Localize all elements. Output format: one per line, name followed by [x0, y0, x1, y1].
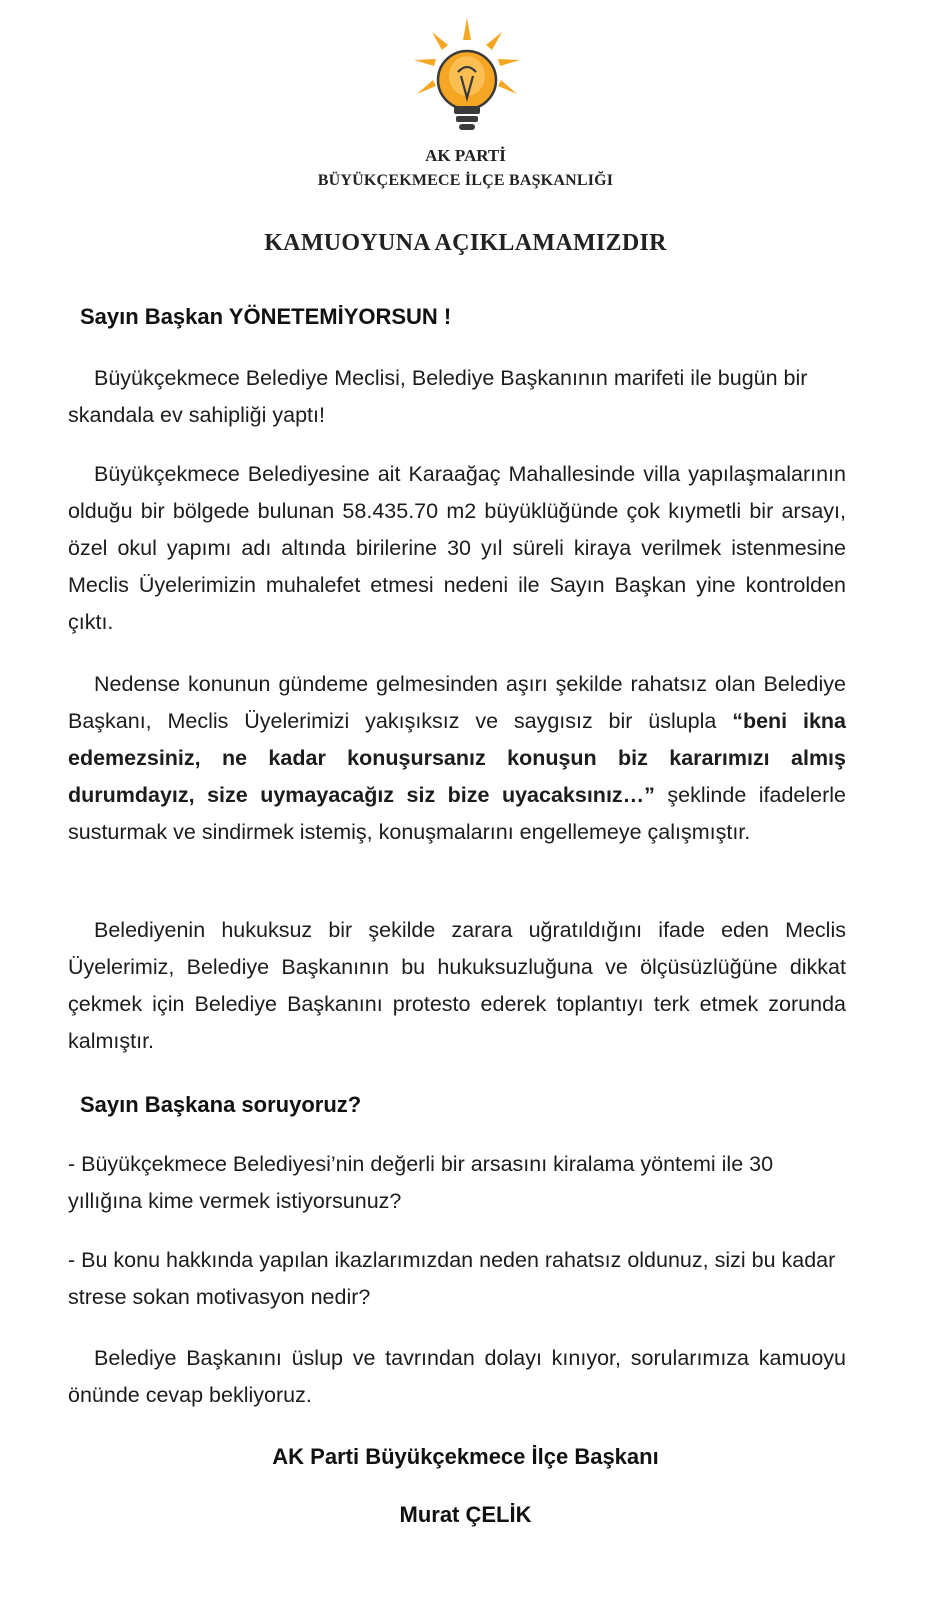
paragraph-4-text: Belediyenin hukuksuz bir şekilde zarara uğratıldığını ifade eden Meclis Üyelerimiz, Belediye Başkanının bu hukuksuzluğuna ve ölçüsüzlüğüne dikkat çekmek için Belediye Başkanını protesto ederek toplantıyı terk etmek zorunda kalmıştır. — [68, 918, 846, 1053]
paragraph-5 — [68, 1340, 846, 1414]
paragraph-5-text: Belediye Başkanını üslup ve tavrından dolayı kınıyor, sorularımıza kamuoyu önünde cevap bekliyoruz. — [68, 1346, 846, 1407]
paragraph-3-quote: “beni ikna edemezsiniz, ne kadar konuşursanız konuşun biz kararımızı almış durumdayız, size uymayacağız siz bize uyacaksınız…” — [68, 709, 846, 807]
org-name: AK PARTİ — [425, 146, 506, 165]
question-1: - Büyükçekmece Belediyesi’nin değerli bir arsasını kiralama yöntemi ile 30 yıllığına kime vermek istiyorsunuz? — [68, 1152, 774, 1213]
paragraph-4 — [68, 912, 846, 1060]
paragraph-1-text: Büyükçekmece Belediye Meclisi, Belediye Başkanının marifeti ile bugün bir skandala ev sahipliği yaptı! — [68, 366, 808, 427]
paragraph-3-intro: Nedense konunun gündeme gelmesinden aşırı şekilde rahatsız olan Belediye Başkanı, Meclis Üyelerimizi yakışıksız ve saygısız bir üslupla — [68, 672, 846, 733]
signature-title: AK Parti Büyükçekmece İlçe Başkanı — [272, 1444, 659, 1469]
paragraph-2-text: Büyükçekmece Belediyesine ait Karaağaç Mahallesinde villa yapılaşmalarının olduğu bir bölgede bulunan 58.435.70 m2 büyüklüğünde çok kıymetli bir arsayı, özel okul yapımı adı altında birilerine 30 yıl süreli kiraya verilmek istenmesine Meclis Üyelerimizin muhalefet etmesi nedeni ile Sayın Başkan yine kontrolden çıktı. — [68, 462, 846, 634]
heading-2: Sayın Başkana soruyoruz? — [80, 1092, 362, 1117]
paragraph-1 — [68, 360, 846, 434]
paragraph-3 — [68, 666, 846, 851]
question-2: - Bu konu hakkında yapılan ikazlarımızdan neden rahatsız oldunuz, sizi bu kadar strese sokan motivasyon nedir? — [68, 1248, 836, 1309]
ak-parti-logo — [412, 18, 522, 138]
org-unit: BÜYÜKÇEKMECE İLÇE BAŞKANLIĞI — [317, 172, 614, 189]
signature-name: Murat ÇELİK — [399, 1502, 532, 1527]
heading-1: Sayın Başkan YÖNETEMİYORSUN ! — [80, 304, 452, 329]
document-title: KAMUOYUNA AÇIKLAMAMIZDIR — [264, 230, 667, 256]
paragraph-3-outro: şeklinde ifadelerle susturmak ve sindirmek istemiş, konuşmalarını engellemeye çalışmıştır. — [68, 783, 846, 844]
paragraph-2 — [68, 456, 846, 641]
